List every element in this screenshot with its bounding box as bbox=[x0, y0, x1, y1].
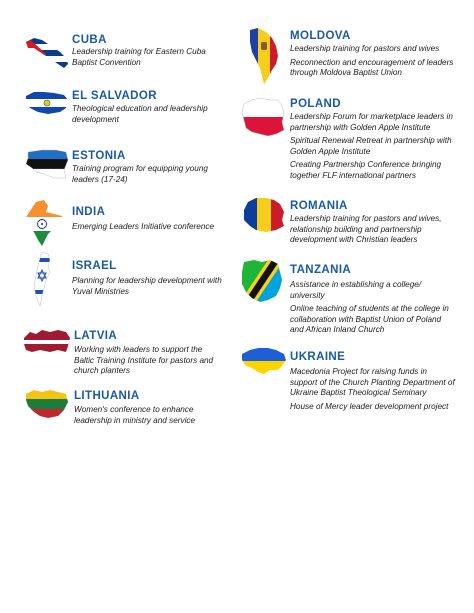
country-description bbox=[290, 214, 455, 249]
country-name: EL SALVADOR bbox=[72, 90, 157, 102]
country-description bbox=[72, 164, 212, 188]
country-name: TANZANIA bbox=[290, 264, 352, 276]
country-description bbox=[74, 405, 224, 429]
country-description bbox=[72, 222, 232, 236]
description-item: Emerging Leaders Initiative conference bbox=[72, 222, 214, 231]
cuba-flag-map-icon bbox=[24, 34, 70, 74]
poland-flag-map-icon bbox=[240, 96, 286, 138]
latvia-flag-map-icon bbox=[22, 328, 72, 356]
description-item: Leadership training for Eastern Cuba Baptist Convention bbox=[72, 47, 206, 67]
estonia-flag-map-icon bbox=[24, 148, 70, 180]
description-item: Macedonia Project for raising funds in support of the Church Planting Department of Ukraine Baptist Theological Seminary bbox=[290, 367, 455, 398]
description-item: Leadership training for pastors and wives bbox=[290, 44, 440, 53]
description-item: Online teaching of students at the college in collaboration with Baptist Union of Poland and African Inland Church bbox=[290, 304, 449, 335]
country-description bbox=[72, 104, 222, 128]
description-item: Working with leaders to support the Baltic Training Institute for pastors and church planters bbox=[74, 345, 214, 376]
india-flag-map-icon bbox=[22, 200, 66, 248]
description-item: Leadership Forum for marketplace leaders in partnership with Golden Apple Institute bbox=[290, 112, 453, 132]
country-name: ESTONIA bbox=[72, 150, 126, 162]
description-item: Leadership training for pastors and wives, relationship building and partnership development with Christian leaders bbox=[290, 214, 442, 245]
description-item: Training program for equipping young leaders (17-24) bbox=[72, 164, 208, 184]
country-name: POLAND bbox=[290, 98, 341, 110]
country-name: UKRAINE bbox=[290, 351, 346, 363]
description-item: Planning for leadership development with Yuval Ministries bbox=[72, 276, 222, 296]
description-item: House of Mercy leader development project bbox=[290, 401, 449, 411]
country-description bbox=[72, 47, 212, 71]
country-name: INDIA bbox=[72, 206, 106, 218]
country-name: LITHUANIA bbox=[74, 390, 140, 402]
description-item: Women's conference to enhance leadership in ministry and service bbox=[74, 405, 196, 425]
country-description bbox=[290, 280, 455, 339]
israel-flag-map-icon bbox=[30, 252, 56, 308]
description-item: Assistance in establishing a college/ university bbox=[290, 280, 422, 300]
country-name: CUBA bbox=[72, 34, 107, 46]
country-name: ROMANIA bbox=[290, 200, 348, 212]
country-description bbox=[290, 112, 455, 185]
description-item: Theological education and leadership development bbox=[72, 104, 208, 124]
country-description bbox=[72, 276, 222, 300]
romania-flag-map-icon bbox=[242, 196, 286, 234]
country-description bbox=[290, 44, 455, 82]
ukraine-flag-map-icon bbox=[240, 346, 288, 376]
el-salvador-flag-map-icon bbox=[24, 90, 70, 116]
description-item: Spiritual Renewal Retreat in partnership with Golden Apple Institute bbox=[290, 136, 452, 156]
country-description bbox=[74, 345, 224, 380]
country-name: MOLDOVA bbox=[290, 30, 351, 42]
description-item: Reconnection and encouragement of leaders through Moldova Baptist Union bbox=[290, 57, 454, 78]
description-item: Creating Partnership Conference bringing together FLF international partners bbox=[290, 160, 442, 180]
country-description bbox=[290, 367, 455, 415]
lithuania-flag-map-icon bbox=[24, 388, 70, 420]
country-name: LATVIA bbox=[74, 330, 118, 342]
tanzania-flag-map-icon bbox=[240, 258, 284, 304]
country-name: ISRAEL bbox=[72, 260, 117, 272]
moldova-flag-map-icon bbox=[246, 28, 282, 84]
